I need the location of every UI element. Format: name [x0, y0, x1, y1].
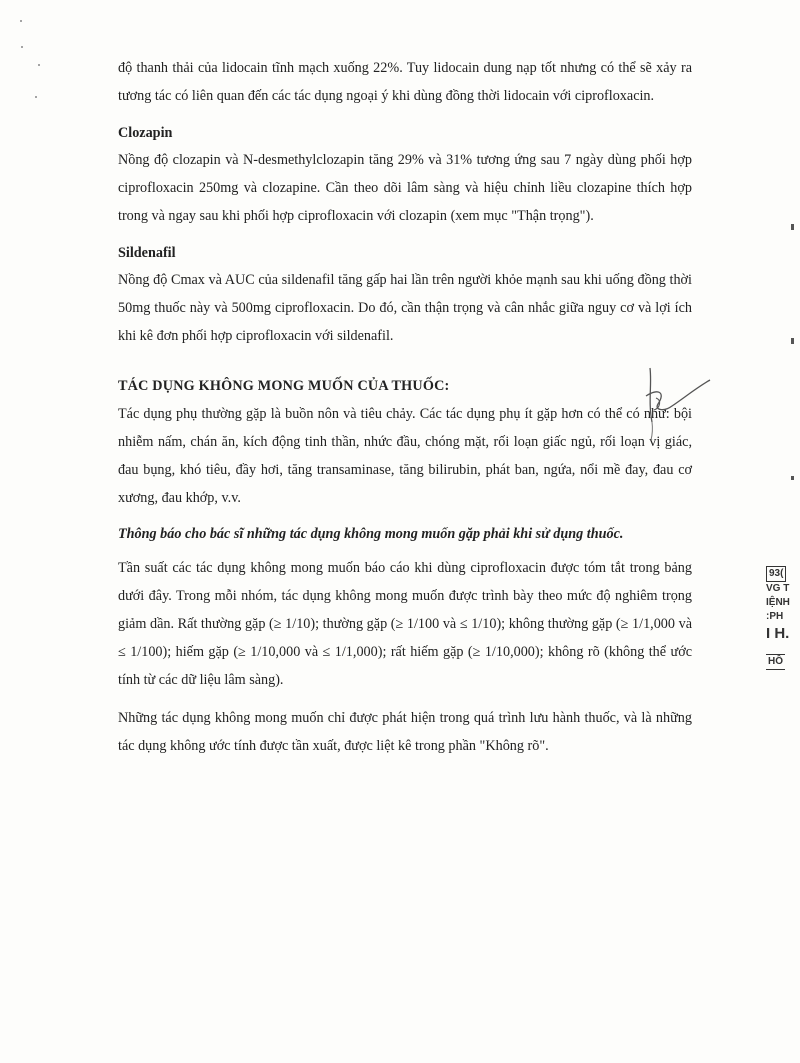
paragraph-frequency: Tần suất các tác dụng không mong muốn báo cáo khi dùng ciprofloxacin được tóm tắt trong bảng dưới đây. Trong mỗi nhóm, tác dụng không mong muốn được trình bày theo mức độ nghiêm trọng giảm dần. Rất thường gặp (≥ 1/10); thường gặp (≥ 1/100 và ≤ 1/10); không thường gặp (≥ 1/1,000 và ≤ 1/100); hiếm gặp (≥ 1/10,000 và ≤ 1/1,000); rất hiếm gặp (≥ 1/10,000); không rõ (không thể ước tính từ các dữ liệu lâm sàng). — [118, 560, 692, 688]
scan-speck — [20, 20, 22, 22]
edge-stamp — [766, 560, 800, 710]
edge-stamp-line: IỆNH — [766, 597, 790, 608]
edge-stamp-line: I H. — [766, 625, 790, 642]
heading-clozapin: Clozapin — [118, 125, 173, 141]
scan-speck — [35, 96, 37, 98]
scan-speck — [21, 46, 23, 48]
scan-edge-mark — [791, 224, 794, 230]
edge-stamp-line: VG T — [766, 583, 790, 594]
paragraph-clozapin: Nồng độ clozapin và N-desmethylclozapin tăng 29% và 31% tương ứng sau 7 ngày dùng phối hợp ciprofloxacin 250mg và clozapine. Cần theo dõi lâm sàng và hiệu chỉnh liều clozapine thích hợp trong và ngay sau khi phối hợp ciprofloxacin với clozapin (xem mục "Thận trọng"). — [118, 152, 692, 224]
paragraph-adverse-effects: Tác dụng phụ thường gặp là buồn nôn và tiêu chảy. Các tác dụng phụ ít gặp hơn có thể có như: bội nhiễm nấm, chán ăn, kích động tinh thần, nhức đầu, chóng mặt, rối loạn giấc ngủ, rối loạn vị giác, đau bụng, khó tiêu, đầy hơi, tăng transaminase, tăng bilirubin, phát ban, ngứa, nổi mề đay, đau cơ xương, đau khớp, v.v. — [118, 406, 692, 506]
document-body — [118, 54, 692, 760]
scan-edge-mark — [791, 338, 794, 344]
heading-adverse-effects: TÁC DỤNG KHÔNG MONG MUỐN CỦA THUỐC: — [118, 378, 450, 394]
paragraph-postmarketing: Những tác dụng không mong muốn chỉ được phát hiện trong quá trình lưu hành thuốc, và là những tác dụng không ước tính được tần xuất, được liệt kê trong phần "Không rõ". — [118, 710, 692, 754]
heading-sildenafil: Sildenafil — [118, 245, 176, 261]
paragraph-sildenafil: Nồng độ Cmax và AUC của sildenafil tăng gấp hai lần trên người khỏe mạnh sau khi uống đồng thời 50mg thuốc này và 500mg ciprofloxacin. Do đó, cần thận trọng và cân nhắc giữa nguy cơ và lợi ích khi kê đơn phối hợp ciprofloxacin với sildenafil. — [118, 272, 692, 344]
doctor-notice: Thông báo cho bác sĩ những tác dụng không mong muốn gặp phải khi sử dụng thuốc. — [118, 526, 624, 542]
edge-stamp-box: 93( — [766, 566, 786, 582]
handwritten-signature-icon — [636, 362, 716, 442]
scan-speck — [38, 64, 40, 66]
paragraph-lidocaine: độ thanh thải của lidocain tĩnh mạch xuống 22%. Tuy lidocain dung nạp tốt nhưng có thể sẽ xảy ra tương tác có liên quan đến các tác dụng ngoại ý khi dùng đồng thời lidocain với ciprofloxacin. — [118, 60, 692, 104]
scan-edge-mark — [791, 476, 794, 480]
edge-stamp-line: HỒ — [766, 654, 785, 670]
edge-stamp-line: :PH — [766, 611, 784, 622]
